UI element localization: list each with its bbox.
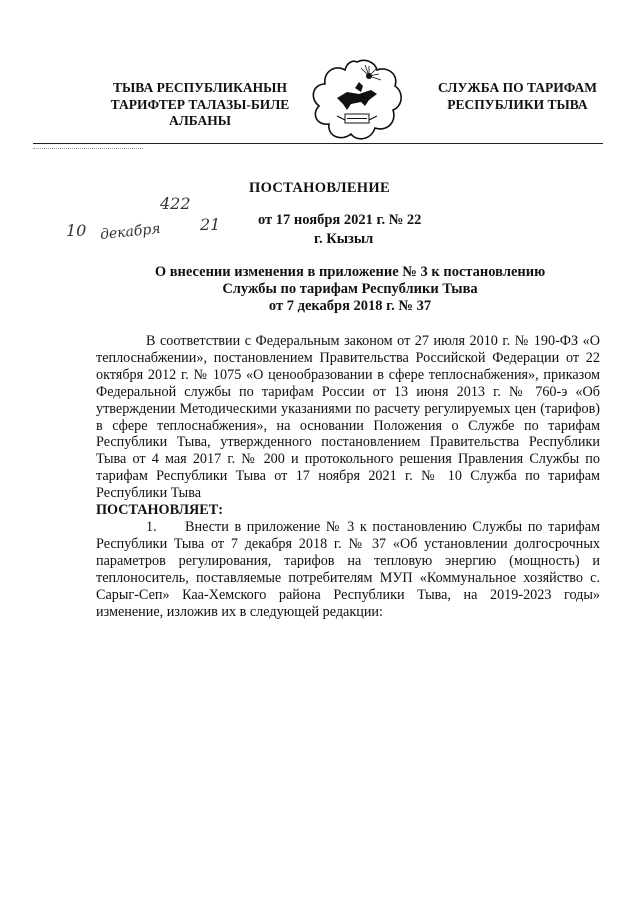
document-date-number: от 17 ноября 2021 г. № 22	[258, 212, 422, 228]
header-left-line-2: ТАРИФТЕР ТАЛАЗЫ-БИЛЕ	[110, 96, 290, 112]
subject-line-2: Службы по тарифам Республики Тыва	[222, 281, 478, 297]
header-left-line-1: ТЫВА РЕСПУБЛИКАНЫН	[113, 80, 287, 95]
handwritten-month: декабря	[99, 220, 162, 244]
subject-line-3: от 7 декабря 2018 г. № 37	[268, 298, 432, 314]
document-body	[96, 333, 600, 620]
document-title: ПОСТАНОВЛЕНИЕ	[249, 180, 390, 196]
header-left-line-3: АЛБАНЫ	[168, 113, 232, 128]
body-paragraph-1: В соответствии с Федеральным законом от 27 июля 2010 г. № 190-ФЗ «О теплоснабжении», постановлением Правительства Российской Федерации от 22 октября 2012 г. № 1075 «О ценообразовании в сфере теплоснабжения», приказом Федеральной службы по тарифам России от 13 июня 2013 г. № 760-э «Об утверждении Методическими указаниями по расчету регулируемых цен (тарифов) в сфере теплоснабжения», на основании Положения о Службе по тарифам Республики Тыва, утвержденного постановлением Правительства Республики Тыва от 4 мая 2017 г. № 200 и протокольного решения Правления Службы по тарифам Республики Тыва от 17 ноября 2021 г. № 10 Служба по тарифам Республики Тыва	[96, 333, 600, 502]
header-left-org-name	[100, 80, 300, 130]
handwritten-day: 10	[66, 221, 87, 240]
body-item-1: 1. Внести в приложение № 3 к постановлению Службы по тарифам Республики Тыва от 7 декабря 2018 г. № 37 «Об установлении долгосрочных параметров регулирования, тарифов на тепловую энергию (мощность) и теплоноситель, поставляемые потребителям МУП «Коммунальное хозяйство с. Сарыг-Сеп» Каа-Хемского района Республики Тыва, на 2019-2023 годы» изменение, изложив их в следующей редакции:	[96, 518, 600, 620]
scan-artifact	[33, 148, 143, 150]
document-subject	[80, 264, 620, 315]
header-right-line-1: СЛУЖБА ПО ТАРИФАМ	[437, 80, 598, 95]
document-city: г. Кызыл	[314, 231, 374, 247]
header-right-org-name	[410, 80, 625, 113]
handwritten-year: 21	[200, 215, 221, 234]
resolve-heading: ПОСТАНОВЛЯЕТ:	[96, 502, 223, 519]
coat-of-arms-emblem-icon	[307, 56, 407, 144]
handwritten-number: 422	[160, 194, 191, 213]
header-right-line-2: РЕСПУБЛИКИ ТЫВА	[447, 96, 588, 112]
subject-line-1: О внесении изменения в приложение № 3 к постановлению	[154, 264, 546, 280]
header-divider	[33, 143, 603, 144]
